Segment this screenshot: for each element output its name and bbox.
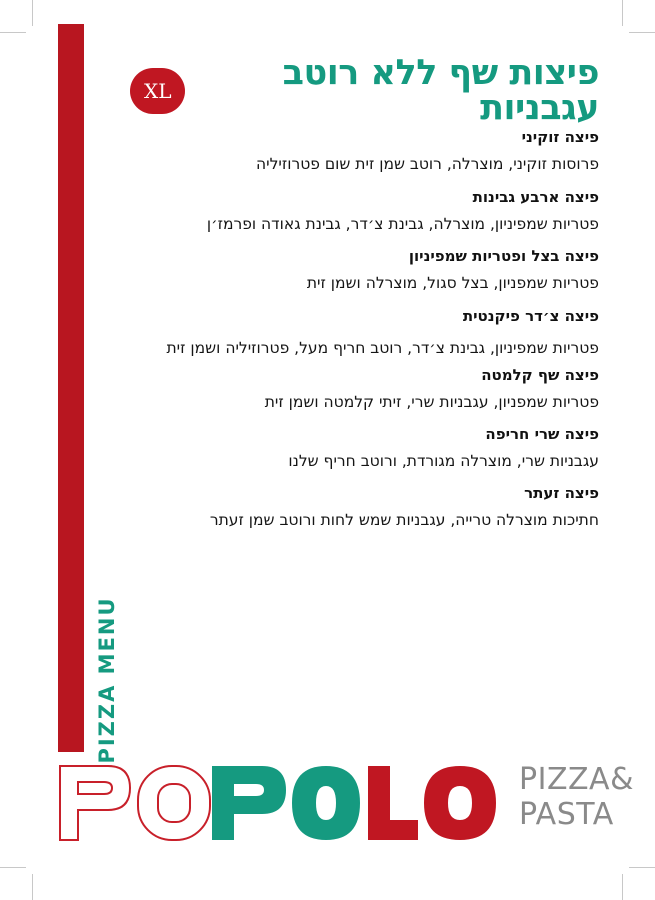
menu-item	[110, 247, 599, 292]
menu-item-description: פטריות שמפניון, בצל סגול, מוצרלה ושמן זית	[306, 274, 599, 292]
logo-letter-p-filled	[212, 766, 286, 840]
crop-mark	[0, 32, 26, 33]
menu-title: פיצות שף ללא רוטב עגבניות	[282, 53, 599, 128]
menu-item-description: חתיכות מוצרלה טרייה, עגבניות שמש לחות ורוטב שמן זעתר	[209, 511, 599, 529]
crop-mark	[32, 0, 33, 26]
menu-item-description: פטריות שמפניון, עגבניות שרי, זיתי קלמטה ושמן זית	[264, 393, 599, 411]
menu-header	[130, 53, 599, 128]
size-badge: XL	[130, 68, 185, 114]
menu-item-description: פרוסות זוקיני, מוצרלה, רוטב שמן זית שום פטרוזיליה	[256, 155, 599, 173]
menu-item-name: פיצה שף קלמטה	[481, 366, 599, 384]
crop-mark	[0, 867, 26, 868]
logo-letter-o-outline	[138, 766, 210, 840]
popolo-logo	[58, 762, 518, 842]
menu-item	[110, 366, 599, 411]
tagline-line-2: PASTA	[519, 797, 614, 832]
crop-mark	[629, 867, 655, 868]
crop-mark	[622, 0, 623, 26]
decorative-red-bar	[58, 24, 84, 752]
menu-item-description: פטריות שמפיניון, גבינת צ׳דר, רוטב חריף מעל, פטרוזיליה ושמן זית	[166, 339, 599, 357]
logo-letter-p-outline	[60, 766, 130, 840]
logo-letter-l-filled	[368, 766, 418, 840]
brand-tagline	[519, 762, 634, 832]
menu-item-name: פיצה שרי חריפה	[485, 425, 599, 443]
menu-item-name: פיצה בצל ופטריות שמפיניון	[408, 247, 599, 265]
logo-letter-o-filled-red	[424, 766, 496, 840]
menu-item	[110, 128, 599, 173]
brand-block	[58, 762, 634, 842]
menu-item	[110, 425, 599, 470]
menu-item-description: פטריות שמפיניון, מוצרלה, גבינת צ׳דר, גבינת גאודה ופרמז׳ן	[206, 215, 599, 233]
tagline-line-1: PIZZA&	[519, 762, 634, 797]
menu-item-name: פיצה זעתר	[524, 484, 599, 502]
menu-item	[110, 188, 599, 233]
menu-item-description: עגבניות שרי, מוצרלה מגורדת, ורוטב חריף שלנו	[288, 452, 599, 470]
menu-item-name: פיצה ארבע גבינות	[472, 188, 599, 206]
pizza-menu-label: PIZZA MENU	[95, 596, 119, 764]
logo-letter-o-filled	[292, 766, 360, 840]
menu-item	[110, 307, 599, 357]
crop-mark	[32, 874, 33, 900]
menu-item-name: פיצה זוקיני	[521, 128, 599, 146]
menu-item	[110, 484, 599, 529]
crop-mark	[622, 874, 623, 900]
crop-mark	[629, 32, 655, 33]
menu-item-name: פיצה צ׳דר פיקנטית	[462, 307, 599, 325]
